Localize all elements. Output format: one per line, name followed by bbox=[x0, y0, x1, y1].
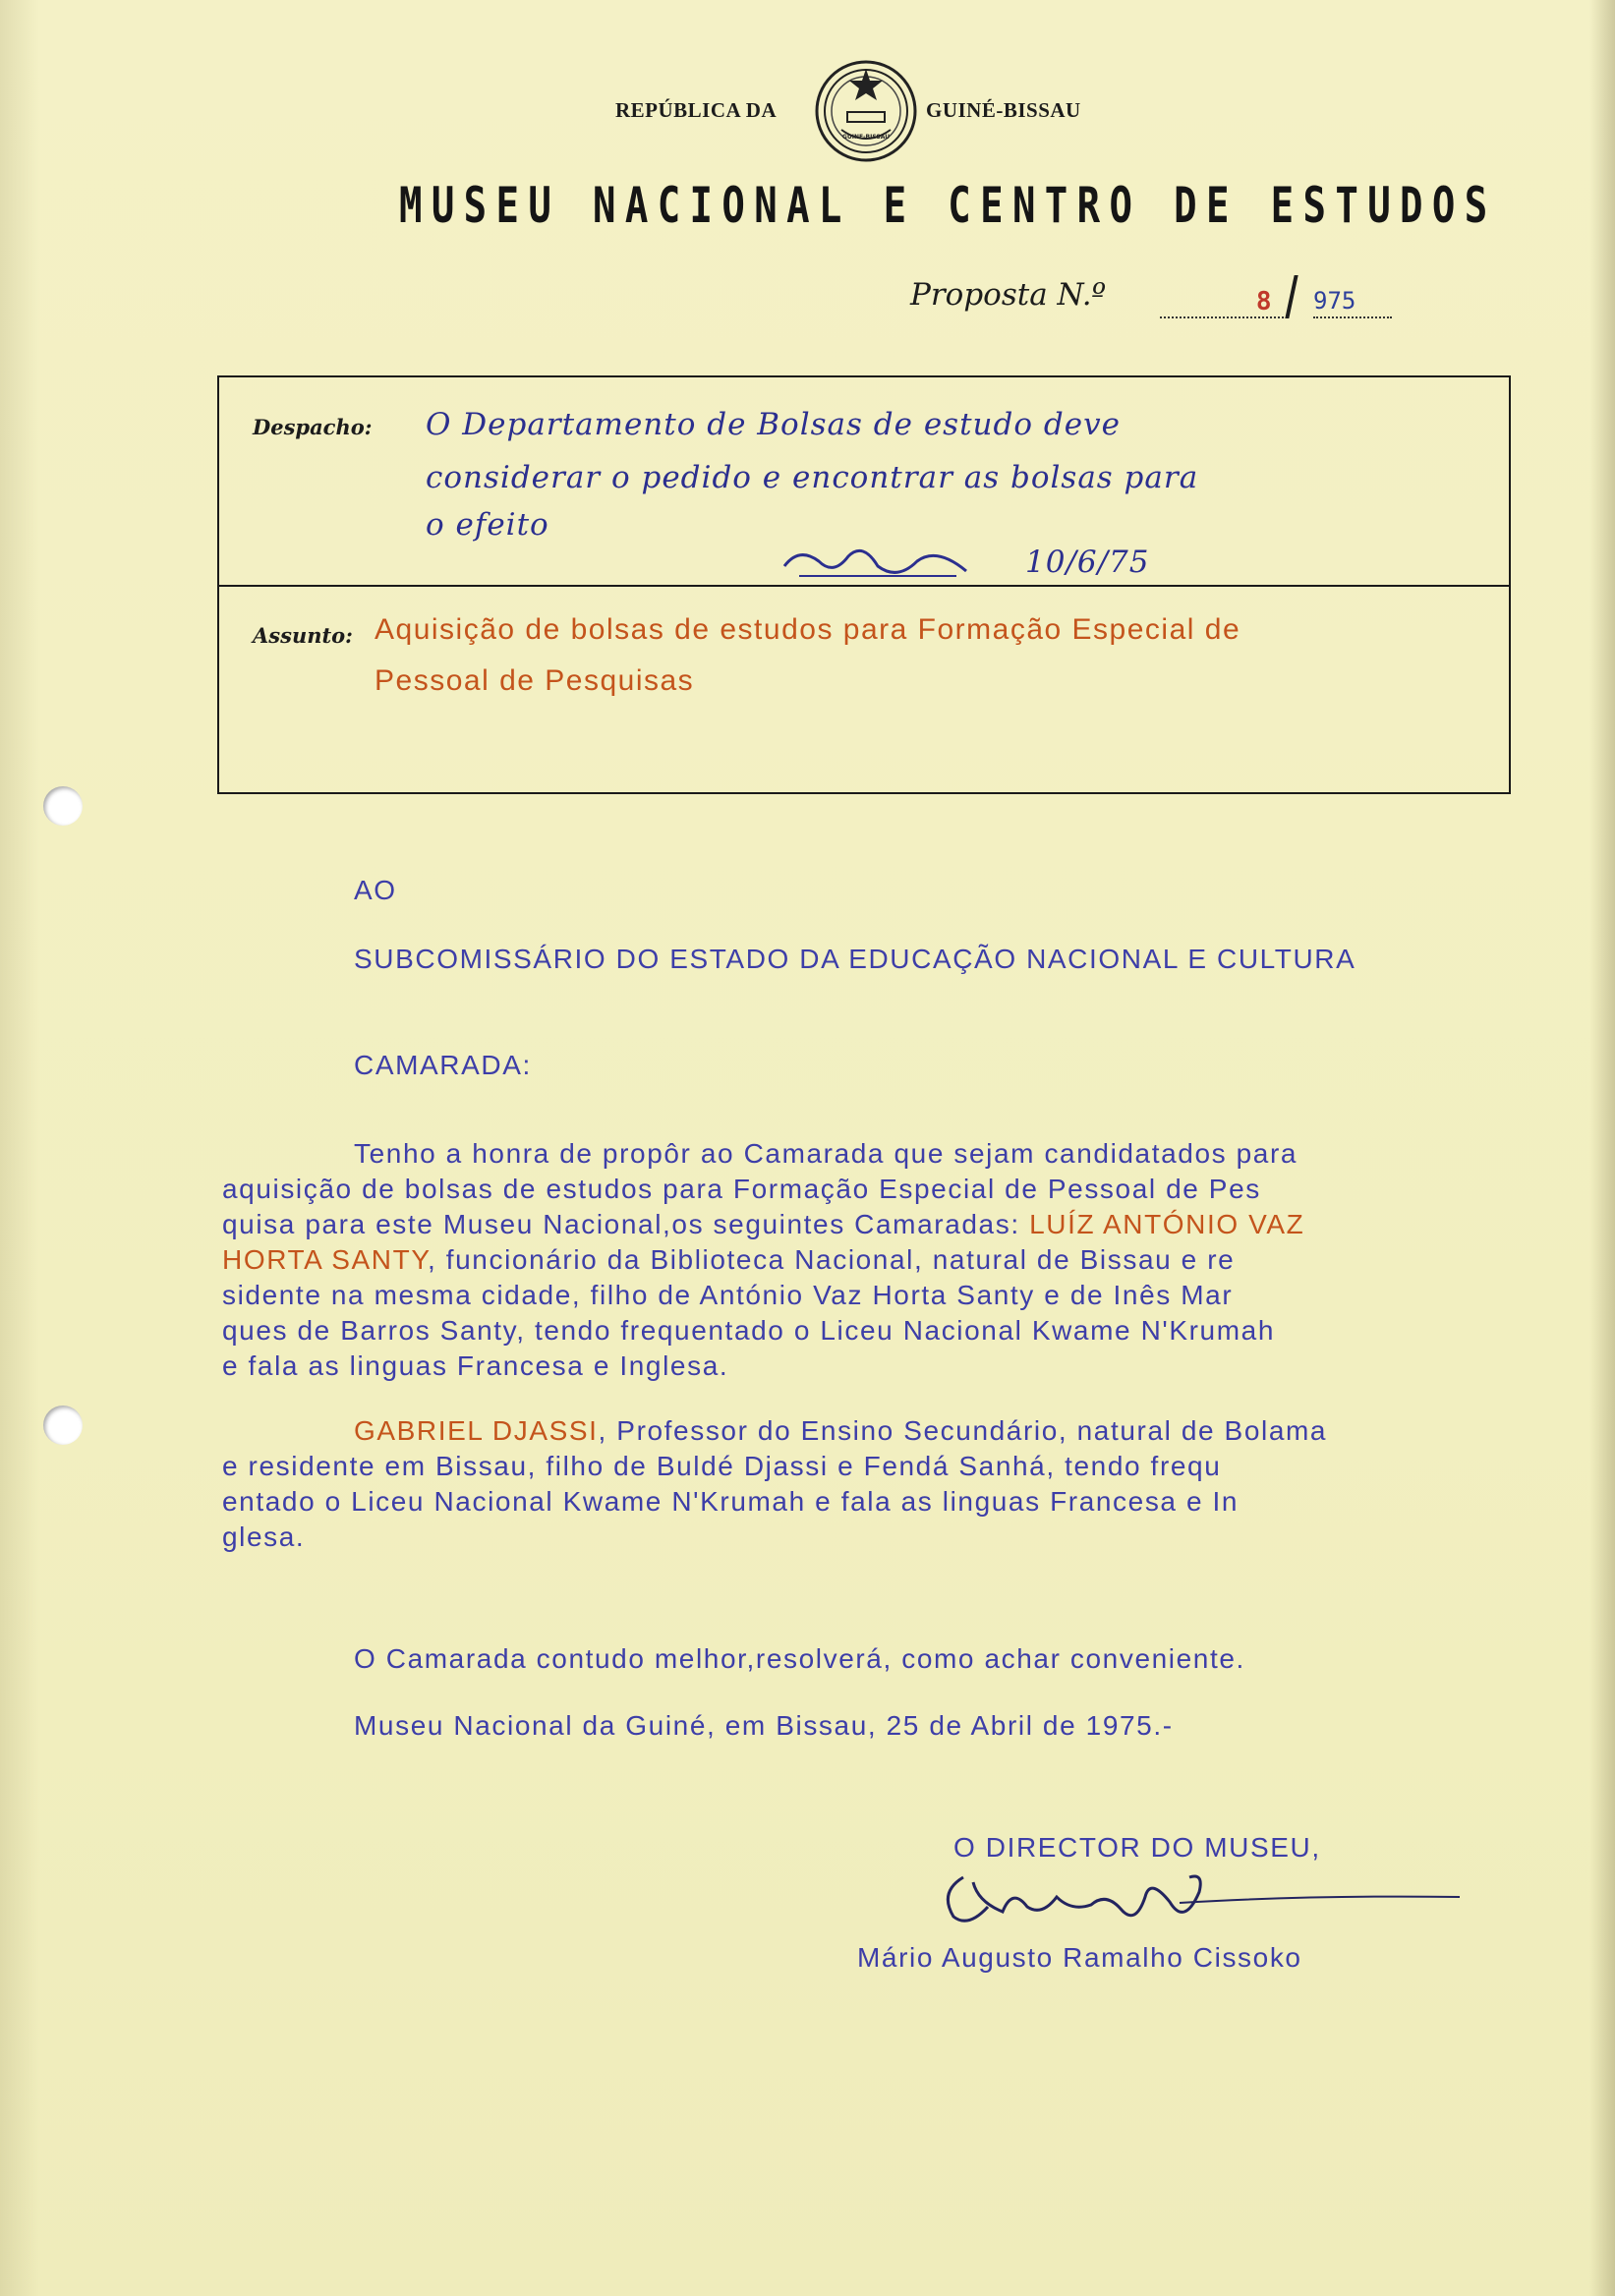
paragraph-1-line-4 bbox=[222, 1244, 1235, 1276]
republic-emblem bbox=[812, 57, 920, 165]
republic-right-text: GUINÉ-BISSAU bbox=[926, 98, 1081, 122]
signatory-name: Mário Augusto Ramalho Cissoko bbox=[857, 1942, 1302, 1973]
despacho-handwriting-line-2: considerar o pedido e encontrar as bolsas para bbox=[426, 460, 1199, 495]
paper-edge-right bbox=[1589, 0, 1615, 2296]
candidate-1-name-part-2: HORTA SANTY bbox=[222, 1244, 428, 1275]
paragraph-1-line-7: e fala as linguas Francesa e Inglesa. bbox=[222, 1350, 729, 1381]
paragraph-2-line-4: glesa. bbox=[222, 1521, 306, 1552]
proposta-number: 8 bbox=[1255, 287, 1272, 316]
paragraph-1-line-3 bbox=[222, 1209, 1304, 1240]
paragraph-1-line-4-text: , funcionário da Biblioteca Nacional, natural de Bissau e re bbox=[428, 1244, 1236, 1275]
letter-to: AO bbox=[354, 875, 397, 905]
paper-edge-left bbox=[0, 0, 39, 2296]
paragraph-1-line-6: ques de Barros Santy, tendo frequentado o Liceu Nacional Kwame N'Krumah bbox=[222, 1315, 1275, 1346]
letter-closing: O Camarada contudo melhor,resolverá, como achar conveniente. bbox=[354, 1643, 1245, 1674]
proposta-label: Proposta N.º bbox=[910, 277, 1107, 313]
box-divider bbox=[219, 585, 1509, 587]
despacho-handwriting-line-3: o efeito bbox=[426, 507, 549, 543]
assunto-line-2: Pessoal de Pesquisas bbox=[375, 664, 695, 697]
despacho-initials-signature bbox=[779, 537, 976, 586]
letter-salutation: CAMARADA: bbox=[354, 1050, 532, 1080]
proposta-year: 975 bbox=[1313, 287, 1356, 315]
paragraph-1-line-3-text: quisa para este Museu Nacional,os seguintes Camaradas: bbox=[222, 1209, 1020, 1239]
paragraph-1-line-2: aquisição de bolsas de estudos para Formação Especial de Pessoal de Pes bbox=[222, 1174, 1261, 1204]
republic-left-text: REPÚBLICA DA bbox=[615, 98, 778, 122]
paragraph-2-line-1 bbox=[354, 1415, 1327, 1447]
candidate-1-name-part-1: LUÍZ ANTÓNIO VAZ bbox=[1029, 1209, 1305, 1239]
proposta-number-field bbox=[1160, 287, 1288, 318]
assunto-line-1: Aquisição de bolsas de estudos para Formação Especial de bbox=[375, 613, 1241, 646]
signatory-title: O DIRECTOR DO MUSEU, bbox=[953, 1832, 1321, 1863]
museum-title: MUSEU NACIONAL E CENTRO DE ESTUDOS bbox=[399, 177, 1497, 234]
paragraph-2-line-1-text: , Professor do Ensino Secundário, natural de Bolama bbox=[598, 1415, 1328, 1446]
despacho-label: Despacho: bbox=[253, 415, 373, 439]
paragraph-1-line-1: Tenho a honra de propôr ao Camarada que sejam candidatados para bbox=[354, 1138, 1298, 1169]
punch-hole-top bbox=[43, 786, 83, 826]
proposta-year-field bbox=[1313, 287, 1392, 318]
paragraph-1-line-5: sidente na mesma cidade, filho de António Vaz Horta Santy e de Inês Mar bbox=[222, 1280, 1234, 1310]
director-signature bbox=[934, 1858, 1465, 1946]
despacho-handwriting-line-1: O Departamento de Bolsas de estudo deve bbox=[426, 407, 1121, 442]
candidate-2-name: GABRIEL DJASSI bbox=[354, 1415, 599, 1446]
paragraph-2-line-3: entado o Liceu Nacional Kwame N'Krumah e fala as linguas Francesa e In bbox=[222, 1486, 1240, 1517]
assunto-label: Assunto: bbox=[253, 623, 353, 648]
punch-hole-bottom bbox=[43, 1406, 83, 1445]
despacho-assunto-box bbox=[217, 375, 1511, 794]
letter-place-date: Museu Nacional da Guiné, em Bissau, 25 de Abril de 1975.- bbox=[354, 1710, 1174, 1741]
despacho-date: 10/6/75 bbox=[1025, 545, 1150, 580]
emblem-inscription: GUINÉ-BISSAU bbox=[841, 134, 891, 141]
letter-recipient: SUBCOMISSÁRIO DO ESTADO DA EDUCAÇÃO NACIONAL E CULTURA bbox=[354, 944, 1356, 974]
paragraph-2-line-2: e residente em Bissau, filho de Buldé Djassi e Fendá Sanhá, tendo frequ bbox=[222, 1451, 1222, 1481]
emblem-seal-icon bbox=[812, 57, 920, 165]
